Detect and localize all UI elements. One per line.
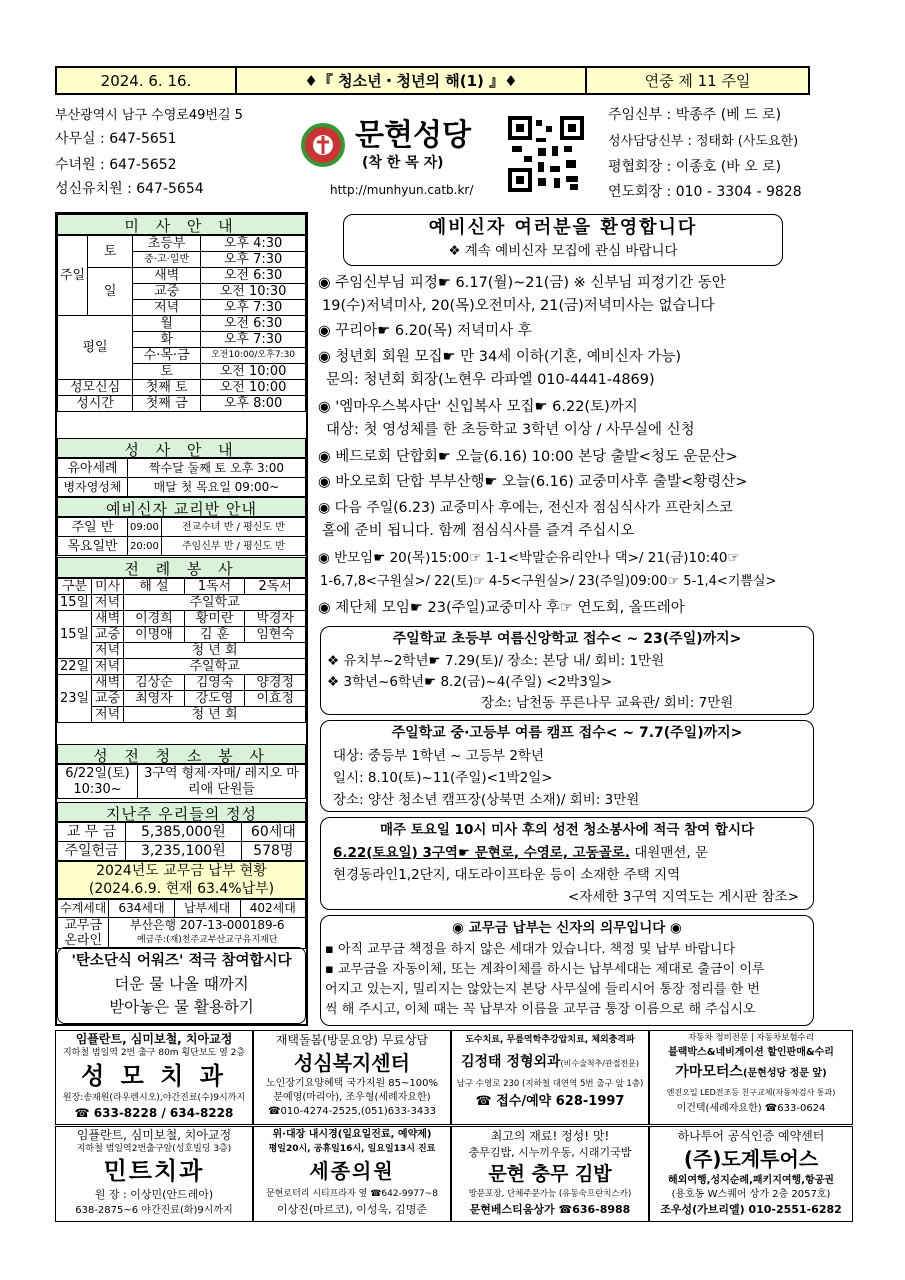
ad-tagline: 최고의 재료! 정성! 맛! bbox=[490, 1129, 610, 1143]
notice-line: 1-6,7,8<구원실>/ 22(토)☞ 4-5<구원실>/ 23(주일)09:00☞ 5-1,4<기쁨실> bbox=[320, 574, 777, 589]
class-teacher: 주임신부 반 / 평신도 반 bbox=[161, 537, 305, 556]
ad-name: 가마모터스 bbox=[675, 1064, 743, 1080]
mass-time: 오전 6:30 bbox=[201, 316, 306, 332]
camp2-line: 일시: 8.10(토)~11(주일)<1박2일> bbox=[333, 770, 553, 786]
cleaning-note-zone: 6.22(토요일) 3구역☛ 문현로, 수영로, 고동골로. bbox=[333, 845, 630, 861]
service-group: 주일학교 bbox=[124, 659, 306, 675]
camp2-line: 대상: 중등부 1학년 ~ 고등부 2학년 bbox=[333, 748, 544, 764]
ad-gama-motors[interactable] bbox=[649, 1030, 853, 1125]
camp2-line: 장소: 양산 청소년 캠프장(상북면 소재)/ 회비: 3만원 bbox=[333, 792, 640, 808]
cleaning-note-title: 매주 토요일 10시 미사 후의 성전 청소봉사에 적극 참여 합시다 bbox=[379, 822, 755, 838]
adoration-day: 첫째 토 bbox=[133, 380, 201, 396]
dues-value: 402세대 bbox=[240, 900, 305, 918]
mass-time: 오전10:00/오후7:30 bbox=[201, 348, 306, 364]
offering-kind: 교 무 금 bbox=[58, 823, 126, 842]
ad-phone: ☎ 633-8228 / 634-8228 bbox=[74, 1106, 234, 1120]
service-table bbox=[57, 578, 306, 723]
ad-info: 해외여행,성지순례,패키지여행,항공권 bbox=[668, 1175, 834, 1186]
pastor-info: 주임신부 : 박종주 (베 드 로) bbox=[608, 107, 782, 123]
carbon-title: '탄소단식 어워즈' 적극 참여합시다 bbox=[71, 953, 292, 969]
church-subtitle: (착 한 목 자) bbox=[362, 155, 444, 171]
notice-line: ◉ 베드로회 단합회☛ 오늘(6.16) 10:00 본당 출발<청도 운문산> bbox=[318, 449, 738, 465]
notice-line: 19(수)저녁미사, 20(목)오전미사, 21(금)저녁미사는 없습니다 bbox=[322, 298, 715, 314]
notice-line: 문의: 청년회 회장(노현우 라파엘 010-4441-4869) bbox=[326, 372, 655, 388]
dues-title: 2024년도 교무금 납부 현황 bbox=[96, 863, 267, 879]
council-president: 평협회장 : 이종호 (바 오 로) bbox=[608, 159, 782, 175]
ad-sejong-clinic[interactable] bbox=[253, 1126, 451, 1222]
dues-duty-box bbox=[320, 915, 814, 1026]
offering-count: 60세대 bbox=[241, 823, 305, 842]
catechism-table bbox=[57, 517, 306, 556]
notice-line: ◉ 꾸리아☛ 6.20(목) 저녁미사 후 bbox=[318, 323, 532, 339]
service-group: 청 년 회 bbox=[124, 707, 306, 723]
ad-dogye-tours[interactable] bbox=[649, 1126, 853, 1222]
dues-table bbox=[57, 899, 306, 949]
liturgical-week: 연중 제 11 주일 bbox=[644, 72, 751, 90]
ad-info: 방문포장, 단체주문가능 (유동숙프란치스카) bbox=[468, 1189, 632, 1199]
welcome-box bbox=[343, 214, 783, 266]
notice-line: ◉ 제단체 모임☛ 23(주일)교중미사 후☞ 연도회, 올뜨레아 bbox=[318, 600, 685, 616]
mass-time: 오전 10:00 bbox=[201, 364, 306, 380]
service-mass: 저녁 bbox=[92, 659, 124, 675]
ad-seongmo-dental[interactable] bbox=[55, 1030, 253, 1125]
ad-subline: 평일20시, 공휴일16시, 일요일13시 진료 bbox=[268, 1144, 436, 1154]
mass-schedule-table bbox=[57, 235, 306, 412]
carbon-line2: 받아놓은 물 활용하기 bbox=[109, 998, 254, 1016]
service-person: 이효정 bbox=[245, 691, 306, 707]
service-group: 청 년 회 bbox=[124, 643, 306, 659]
col-head: 미사 bbox=[92, 579, 124, 595]
service-person: 최영자 bbox=[124, 691, 185, 707]
service-person: 김상순 bbox=[124, 675, 185, 691]
mass-time: 오전 10:30 bbox=[201, 284, 306, 300]
ad-info: 엔진오일 LED전조등 친구교체(자동차검사 통과) bbox=[666, 1088, 836, 1097]
offering-count: 578명 bbox=[241, 842, 305, 861]
ad-phone: 조우성(가브리엘) 010-2551-6282 bbox=[660, 1203, 842, 1216]
service-person: 양경정 bbox=[245, 675, 306, 691]
bulletin-date: 2024. 6. 16. bbox=[57, 68, 237, 93]
mass-kind: 화 bbox=[133, 332, 201, 348]
cleaning-note-box bbox=[320, 817, 814, 910]
cleaning-note-rest: 대원맨션, 문 bbox=[629, 845, 709, 861]
ad-name-suffix: (문현성당 정문 앞) bbox=[742, 1068, 827, 1079]
service-group: 주일학교 bbox=[124, 595, 306, 611]
col-head: 1독서 bbox=[184, 579, 245, 595]
notice-line: 홀에 준비 됩니다. 함께 점심식사를 즐겨 주십시오 bbox=[322, 523, 635, 539]
carbon-line1: 더운 물 나올 때까지 bbox=[114, 975, 249, 993]
service-mass: 새벽 bbox=[92, 611, 124, 627]
ad-kim-orthopedic[interactable] bbox=[451, 1030, 649, 1125]
ad-name: 문현 충무 김밥 bbox=[488, 1163, 612, 1185]
ad-subline: 지하철 범일역2번출구앞(성호빌딩 3층) bbox=[76, 1144, 232, 1154]
convent-phone: 수녀원 : 647-5652 bbox=[55, 157, 177, 173]
sacrament-name: 병자영성체 bbox=[58, 478, 128, 497]
duty-line: 어지고 있는지, 밀리지는 않았는지 본당 사무실에 들리시어 통장 정리를 한 번 bbox=[325, 982, 760, 997]
service-mass: 저녁 bbox=[92, 595, 124, 611]
class-time: 09:00 bbox=[128, 518, 162, 537]
sun-label: 주일 bbox=[58, 236, 88, 316]
ad-name: 성심복지센터 bbox=[294, 1051, 410, 1075]
duty-line: ▪ 아직 교무금 책정을 하지 않은 세대가 있습니다. 책정 및 납부 바랍니다 bbox=[325, 942, 736, 957]
holyhour-time: 오후 8:00 bbox=[201, 396, 306, 412]
ad-subline: 블랙박스&네비게이션 할인판매&수리 bbox=[668, 1047, 834, 1058]
service-mass: 교중 bbox=[92, 627, 124, 643]
notice-line: ◉ '엠마우스복사단' 신입복사 모집☛ 6.22(토)까지 bbox=[318, 399, 638, 415]
kinder-phone: 성신유치원 : 647-5654 bbox=[55, 181, 204, 197]
offering-kind: 주일헌금 bbox=[58, 842, 126, 861]
service-day: 22일 bbox=[58, 659, 92, 675]
adoration-label: 성모신심 bbox=[58, 380, 133, 396]
service-mass: 저녁 bbox=[92, 707, 124, 723]
church-url[interactable]: http://munhyun.catb.kr/ bbox=[330, 183, 474, 197]
col-head: 해 설 bbox=[124, 579, 185, 595]
notice-line: ◉ 반모임☛ 20(목)15:00☞ 1-1<박말순유리안나 댁>/ 21(금)10:40☞ bbox=[318, 550, 740, 566]
sat-label: 토 bbox=[88, 236, 133, 268]
mass-time: 오후 7:30 bbox=[201, 332, 306, 348]
duty-line: ▪ 교무금을 자동이체, 또는 계좌이체를 하시는 납부세대는 제대로 출금이 이루 bbox=[325, 962, 765, 977]
mass-kind: 저녁 bbox=[133, 300, 201, 316]
col-head: 2독서 bbox=[245, 579, 306, 595]
offering-amount: 5,385,000원 bbox=[126, 823, 242, 842]
ad-name: 성 모 치 과 bbox=[81, 1062, 227, 1090]
header-bar bbox=[55, 66, 810, 95]
camp2-title: 주일학교 중·고등부 여름 캠프 접수< ~ 7.7(주일)까지> bbox=[391, 725, 743, 741]
qr-code-icon[interactable] bbox=[508, 116, 584, 192]
ad-phone: 이건택(세례자요한) ☎633-0624 bbox=[676, 1103, 826, 1114]
service-title: 전 례 봉 사 bbox=[57, 557, 306, 578]
service-mass: 교중 bbox=[92, 691, 124, 707]
ad-subline: 충무김밥, 시누끼우동, 시래기국밥 bbox=[468, 1146, 632, 1159]
mass-time: 오후 7:30 bbox=[201, 300, 306, 316]
service-mass: 저녁 bbox=[92, 643, 124, 659]
class-name: 목요일반 bbox=[58, 537, 128, 556]
church-name: 문현성당 bbox=[355, 118, 471, 153]
ad-name: 김정태 정형외과 bbox=[460, 1054, 561, 1070]
holyhour-day: 첫째 금 bbox=[133, 396, 201, 412]
mass-kind: 월 bbox=[133, 316, 201, 332]
ad-tagline: 임플란트, 심미보철, 치아교정 bbox=[75, 1032, 233, 1046]
service-day: 23일 bbox=[58, 675, 92, 723]
carbon-box bbox=[57, 947, 306, 1024]
ad-phone: ☎010-4274-2525,(051)633-3433 bbox=[268, 1106, 436, 1117]
dues-value: 634세대 bbox=[109, 900, 174, 918]
notice-line: 대상: 첫 영성체를 한 초등학교 3학년 이상 / 사무실에 신청 bbox=[326, 422, 695, 438]
camp1-line: ❖ 3학년~6학년☛ 8.2(금)~4(주일) <2박3일> bbox=[327, 674, 613, 690]
sacrament-time: 매달 첫 목요일 09:00~ bbox=[128, 478, 306, 497]
dues-box bbox=[57, 861, 306, 899]
service-person: 박경자 bbox=[245, 611, 306, 627]
sacrament-table bbox=[57, 458, 306, 497]
sacrament-title: 성 사 안 내 bbox=[57, 438, 306, 458]
ad-name-suffix: (비수술척추/관절전문) bbox=[560, 1059, 640, 1068]
account-holder: 예금주:(재)천주교부산교구유지재단 bbox=[136, 935, 278, 945]
sacrament-time: 짝수달 둘째 토 오후 3:00 bbox=[128, 459, 306, 478]
ad-tagline: 하나투어 공식인증 예약센터 bbox=[677, 1129, 825, 1143]
service-person: 강도영 bbox=[184, 691, 245, 707]
offering-table bbox=[57, 822, 306, 861]
ad-info: 남구 수영로 230 (지하철 대연역 5번 출구 앞 1층) bbox=[456, 1079, 644, 1089]
office-phone: 사무실 : 647-5651 bbox=[55, 131, 177, 147]
camp1-line: ❖ 유치부~2학년☛ 7.29(토)/ 장소: 본당 내/ 회비: 1만원 bbox=[327, 653, 665, 669]
class-teacher: 전교수녀 반 / 평신도 반 bbox=[161, 518, 305, 537]
camp1-line: 장소: 남천동 푸른나무 교육관/ 회비: 7만원 bbox=[481, 695, 734, 711]
ad-info: 원 장 : 이상민(안드레아) bbox=[94, 1188, 214, 1201]
sacrament-name: 유아세례 bbox=[58, 459, 128, 478]
ad-chungmu-gimbap[interactable] bbox=[451, 1126, 649, 1222]
mass-time: 오후 7:30 bbox=[201, 252, 306, 268]
account-label: 교무금 온라인 bbox=[58, 918, 109, 949]
ad-name: 세종의원 bbox=[309, 1159, 395, 1183]
yeondo-chair: 연도회장 : 010 - 3304 - 9828 bbox=[608, 184, 802, 200]
ad-info: 노인장기요양혜택 국가지원 85~100% bbox=[266, 1078, 438, 1089]
ad-phone: ☎ 접수/예약 628-1997 bbox=[475, 1094, 625, 1109]
service-person: 황미란 bbox=[184, 611, 245, 627]
ad-tagline: 임플란트, 심미보철, 치아교정 bbox=[76, 1128, 232, 1142]
welcome-sub: ❖ 계속 예비신자 모집에 관심 바랍니다 bbox=[448, 243, 678, 259]
class-name: 주일 반 bbox=[58, 518, 128, 537]
mass-kind: 중·고·일반 bbox=[133, 252, 201, 268]
service-person: 김 훈 bbox=[184, 627, 245, 643]
service-person: 임현숙 bbox=[245, 627, 306, 643]
ad-name: (주)도계투어스 bbox=[683, 1147, 819, 1171]
church-emblem-icon bbox=[298, 120, 348, 170]
notice-line: ◉ 청년회 회원 모집☛ 만 34세 이하(기혼, 예비신자 가능) bbox=[318, 349, 682, 365]
notice-line: ◉ 주임신부님 피정☛ 6.17(월)~21(금) ※ 신부님 피정기간 동안 bbox=[318, 275, 726, 291]
cleaning-title: 성 전 청 소 봉 사 bbox=[57, 744, 306, 764]
mass-kind: 토 bbox=[133, 364, 201, 380]
ad-info: (용호동 W스퀘어 상가 2층 2057호) bbox=[671, 1189, 831, 1200]
camp1-box bbox=[320, 626, 814, 715]
mass-kind: 새벽 bbox=[133, 268, 201, 284]
offering-title: 지난주 우리들의 정성 bbox=[57, 802, 306, 822]
ad-name: 민트치과 bbox=[103, 1157, 205, 1185]
catechism-title: 예비신자 교리반 안내 bbox=[57, 497, 306, 517]
ad-subline: 지하철 범일역 2번 출구 80m 횡단보도 옆 2층 bbox=[62, 1048, 246, 1058]
duty-line: 씩 해 주시고, 이체 때는 꼭 납부자 이름을 교무금 통장 이름으로 해 주십시오 bbox=[325, 1002, 756, 1017]
ad-tagline: 도수치료, 무릎역학추강압치료, 체외충격파 bbox=[465, 1035, 635, 1045]
welcome-title: 예비신자 여러분을 환영합니다 bbox=[428, 217, 698, 238]
ad-info: 원장:송재원(라우렌시오),야간진료(수)9시까지 bbox=[62, 1093, 246, 1103]
cleaning-desc: 3구역 형제·자매/ 레지오 마리애 단원들 bbox=[138, 765, 306, 799]
notice-line: ◉ 바오로회 단합 부부산행☛ 오늘(6.16) 교중미사후 출발<황령산> bbox=[318, 474, 748, 490]
ad-tagline: 자동차 정비전문 | 자동차보험수리 bbox=[688, 1033, 814, 1043]
mass-kind: 수·목·금 bbox=[133, 348, 201, 364]
dues-label: 납부세대 bbox=[174, 900, 240, 918]
camp1-title: 주일학교 초등부 여름신앙학교 접수< ~ 23(주일)까지> bbox=[392, 631, 742, 647]
mass-time: 오후 4:30 bbox=[201, 236, 306, 252]
dues-label: 수계세대 bbox=[58, 900, 109, 918]
cleaning-note-line: 현경동라인1,2단지, 대도라이프타운 등이 소재한 주택 지역 bbox=[333, 867, 681, 883]
cleaning-table bbox=[57, 764, 306, 799]
service-mass: 새벽 bbox=[92, 675, 124, 691]
account-number: 부산은행 207-13-000189-6 bbox=[129, 918, 285, 932]
ad-phone: 이상진(마르코), 이성욱, 김명준 bbox=[276, 1203, 428, 1216]
assistant-pastor-info: 성사담당신부 : 정태화 (사도요한) bbox=[608, 134, 799, 149]
adoration-time: 오전 10:00 bbox=[201, 380, 306, 396]
cleaning-note-line: <자세한 3구역 지역도는 게시판 참조> bbox=[568, 889, 799, 905]
mass-kind: 초등부 bbox=[133, 236, 201, 252]
duty-title: ◉ 교무금 납부는 신자의 의무입니다 ◉ bbox=[452, 920, 682, 936]
camp2-box bbox=[320, 720, 814, 812]
ad-phone: 638-2875~6 야간진료(화)9시까지 bbox=[75, 1205, 233, 1216]
mass-time: 오전 6:30 bbox=[201, 268, 306, 284]
service-person: 이명애 bbox=[124, 627, 185, 643]
sunday-label: 일 bbox=[88, 268, 133, 316]
service-person: 김영숙 bbox=[184, 675, 245, 691]
service-day: 15일 bbox=[58, 595, 92, 611]
mass-title: 미 사 안 내 bbox=[57, 214, 306, 235]
class-time: 20:00 bbox=[128, 537, 162, 556]
dues-sub: (2024.6.9. 현재 63.4%납부) bbox=[88, 881, 275, 897]
ad-mint-dental[interactable] bbox=[55, 1126, 253, 1222]
mass-kind: 교중 bbox=[133, 284, 201, 300]
service-day: 15일 bbox=[58, 611, 92, 659]
notice-line: ◉ 다음 주일(6.23) 교중미사 후에는, 전신자 점심식사가 프란치스코 bbox=[318, 500, 733, 516]
col-head: 구분 bbox=[58, 579, 92, 595]
service-person: 이경희 bbox=[124, 611, 185, 627]
ad-tagline: 재택돌봄(방문요양) 무료상담 bbox=[275, 1033, 429, 1047]
cleaning-date: 6/22일(토) 10:30~ bbox=[58, 765, 138, 799]
ad-info: 문현로터리 시티프라자 옆 ☎642-9977~8 bbox=[265, 1189, 439, 1199]
ad-phone: 문현베스티움상가 ☎636-8988 bbox=[469, 1203, 631, 1216]
offering-amount: 3,235,100원 bbox=[126, 842, 242, 861]
ad-info: 문예영(마리아), 조우형(세례자요한) bbox=[273, 1092, 431, 1103]
holyhour-label: 성시간 bbox=[58, 396, 133, 412]
church-address: 부산광역시 남구 수영로49번길 5 bbox=[55, 108, 243, 123]
ad-seongsim-welfare[interactable] bbox=[253, 1030, 451, 1125]
ad-tagline: 위·대장 내시경(일요일진료, 예약제) bbox=[272, 1129, 432, 1140]
year-theme: ♦『 청소년・청년의 해(1) 』♦ bbox=[237, 68, 587, 93]
weekday-label: 평일 bbox=[58, 316, 133, 380]
